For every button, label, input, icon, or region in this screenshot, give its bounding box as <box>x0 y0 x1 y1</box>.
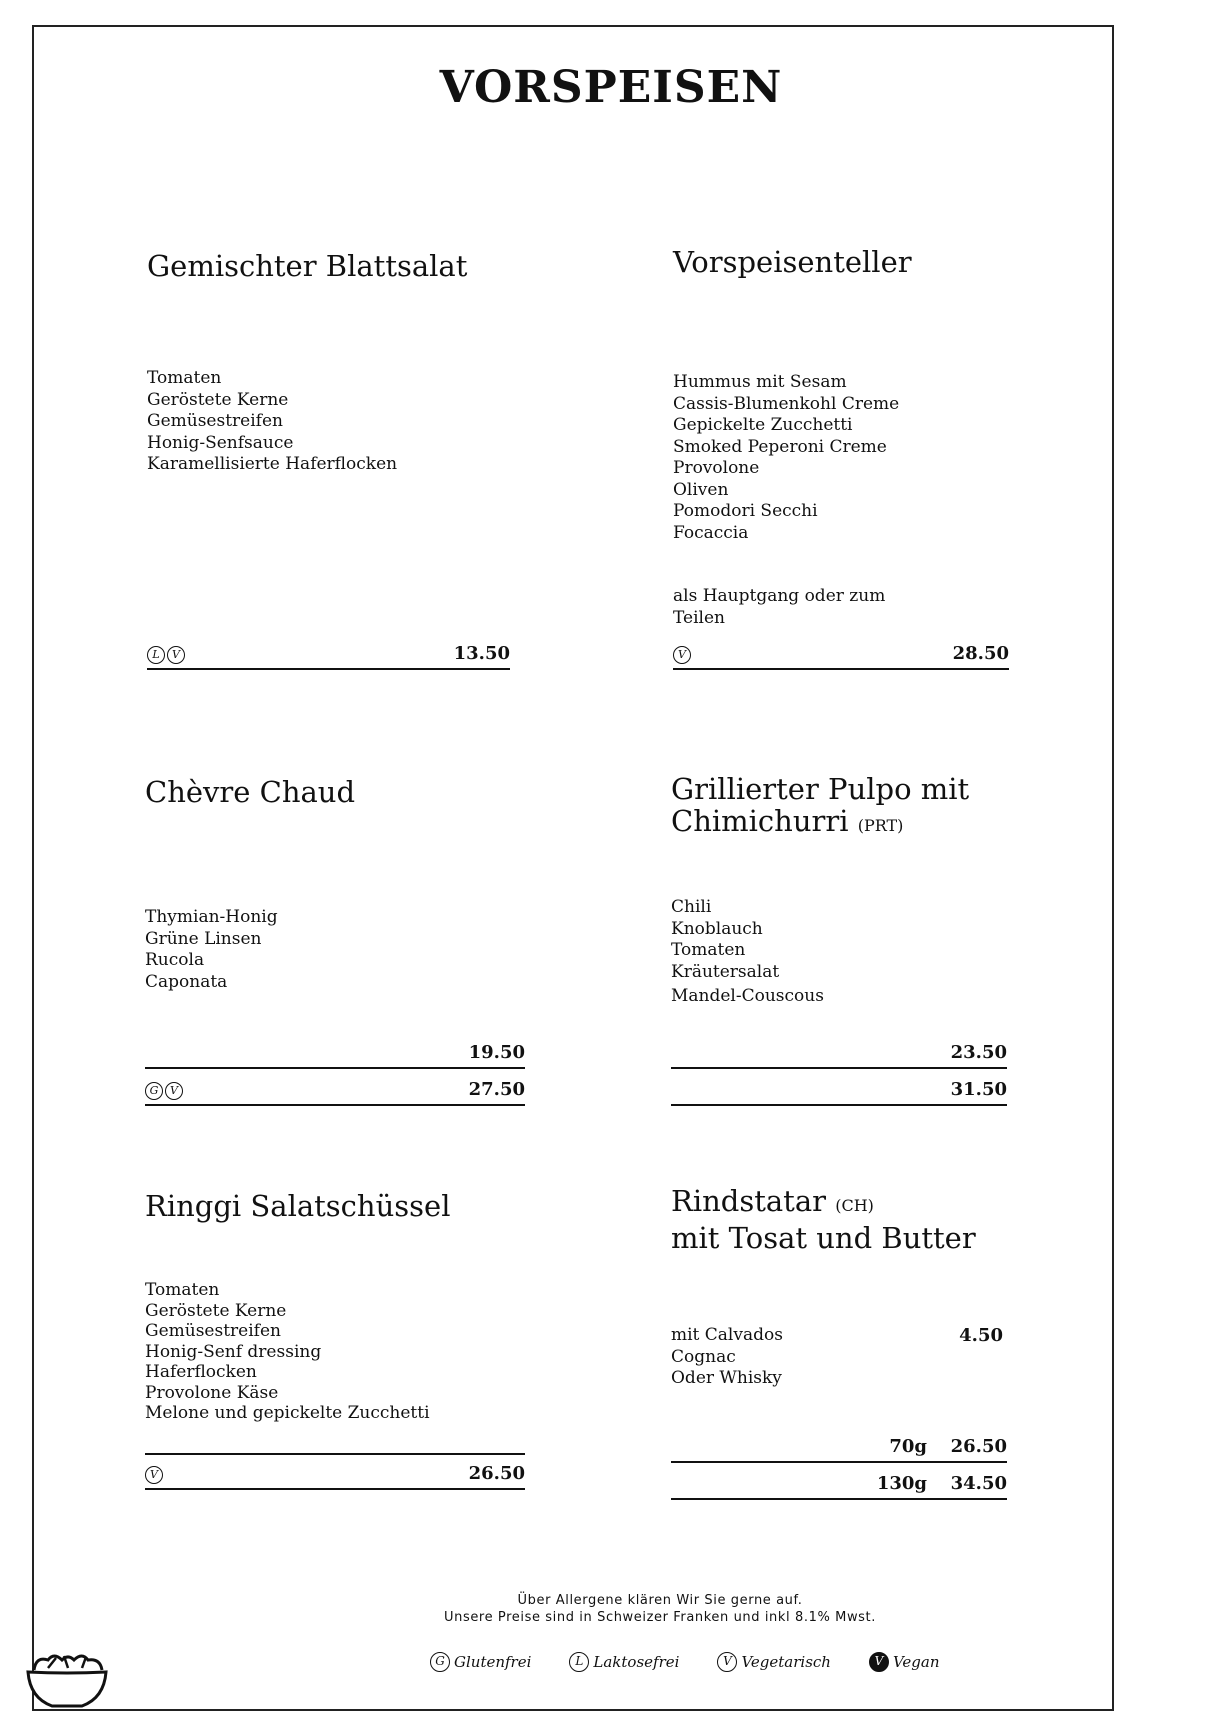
vegetarian-icon: V <box>167 646 185 664</box>
ingredient: Honig-Senf dressing <box>145 1341 322 1362</box>
gluten-free-icon: G <box>430 1652 450 1672</box>
ingredient: Gemüsestreifen <box>145 1321 281 1341</box>
price: 34.50 <box>950 1473 1007 1494</box>
note-line: als Hauptgang oder zum <box>673 586 886 606</box>
price-row-large <box>145 1078 525 1106</box>
portion-weight: 130g <box>876 1473 927 1494</box>
extras-price: 4.50 <box>959 1325 1003 1346</box>
ingredient: Provolone Käse <box>145 1382 279 1403</box>
price-note: Unsere Preise sind in Schweizer Franken und inkl 8.1% Mwst. <box>444 1610 876 1625</box>
salad-bowl-icon <box>24 1648 110 1710</box>
legend-item-vegan <box>869 1652 940 1672</box>
dish-name: Gemischter Blattsalat <box>147 249 468 283</box>
allergen-note: Über Allergene klären Wir Sie gerne auf. <box>517 1593 803 1608</box>
dish-name: Chèvre Chaud <box>145 775 356 809</box>
dish-rindstatar <box>671 1185 1007 1510</box>
footer-note <box>0 1592 1222 1626</box>
ingredient: Honig-Senfsauce <box>147 432 294 453</box>
legend-item-laktosefrei <box>569 1652 679 1672</box>
origin-label: (PRT) <box>857 816 904 835</box>
ingredient: Karamellisierte Haferflocken <box>147 454 398 474</box>
portion-weight: 70g <box>889 1436 927 1457</box>
vegetarian-icon: V <box>717 1652 737 1672</box>
legend-item-vegetarisch <box>717 1652 831 1672</box>
ingredient: Geröstete Kerne <box>147 389 289 410</box>
ingredient: Chili <box>671 897 712 917</box>
vegetarian-icon: V <box>145 1466 163 1484</box>
ingredient: Cassis-Blumenkohl Creme <box>673 393 900 414</box>
note-line: Teilen <box>673 607 725 628</box>
ingredient: Rucola <box>145 950 205 970</box>
diet-badges <box>673 646 691 664</box>
price-row-small <box>671 1041 1007 1069</box>
price: 19.50 <box>468 1042 525 1063</box>
price-row-small <box>145 1041 525 1069</box>
price: 27.50 <box>468 1079 525 1100</box>
extra-option: mit Calvados <box>671 1325 783 1345</box>
ingredient: Geröstete Kerne <box>145 1300 287 1321</box>
ingredient: Gepickelte Zucchetti <box>673 415 853 435</box>
price: 26.50 <box>468 1463 525 1484</box>
diet-legend <box>430 1652 940 1672</box>
price-row-large <box>671 1472 1007 1500</box>
lactose-free-icon: L <box>569 1652 589 1672</box>
vegetarian-icon: V <box>673 646 691 664</box>
ingredient-list <box>671 897 824 1008</box>
dish-name: Ringgi Salatschüssel <box>145 1189 451 1223</box>
price-row-small <box>671 1435 1007 1463</box>
ingredient: Pomodori Secchi <box>673 501 818 521</box>
vegetarian-icon: V <box>165 1082 183 1100</box>
price-row <box>147 642 510 670</box>
dish-name: Vorspeisenteller <box>673 245 912 279</box>
dish-vorspeisenteller <box>673 246 1009 670</box>
dish-name <box>671 773 1007 842</box>
ingredient-list <box>673 372 899 544</box>
serving-note <box>673 586 885 629</box>
ingredient: Tomaten <box>145 1280 220 1300</box>
diet-badges <box>145 1082 183 1100</box>
dish-name <box>671 1185 1007 1254</box>
vegan-icon: V <box>869 1652 889 1672</box>
dish-name-line: Grillierter Pulpo mit <box>671 772 970 806</box>
ingredient: Smoked Peperoni Creme <box>673 436 887 457</box>
dish-name-line: Chimichurri <box>671 804 849 838</box>
ingredient: Knoblauch <box>671 918 763 939</box>
price: 23.50 <box>950 1042 1007 1063</box>
gluten-free-icon: G <box>145 1082 163 1100</box>
extras-list <box>671 1325 1007 1390</box>
price: 28.50 <box>952 643 1009 664</box>
price-row <box>673 642 1009 670</box>
ingredient: Focaccia <box>673 522 749 543</box>
ingredient: Kräutersalat <box>671 961 780 982</box>
extra-option: Cognac <box>671 1346 736 1367</box>
ingredient-list <box>147 368 397 476</box>
diet-badges <box>145 1466 163 1484</box>
legend-label: Laktosefrei <box>593 1653 680 1671</box>
ingredient: Mandel-Couscous <box>671 986 824 1006</box>
ingredient: Provolone <box>673 458 760 478</box>
ingredient: Haferflocken <box>145 1362 257 1382</box>
origin-label: (CH) <box>835 1196 874 1215</box>
price-row <box>145 1453 525 1490</box>
dish-name-line: mit Tosat und Butter <box>671 1221 976 1255</box>
legend-item-glutenfrei <box>430 1652 531 1672</box>
ingredient: Thymian-Honig <box>145 907 278 927</box>
price: 31.50 <box>950 1079 1007 1100</box>
ingredient: Grüne Linsen <box>145 928 262 949</box>
extra-option: Oder Whisky <box>671 1368 782 1388</box>
legend-label: Vegan <box>892 1653 940 1671</box>
page-title: VORSPEISEN <box>439 62 783 113</box>
ingredient: Hummus mit Sesam <box>673 372 847 392</box>
price: 26.50 <box>950 1436 1007 1457</box>
dish-grillierter-pulpo <box>671 773 1007 1116</box>
legend-label: Glutenfrei <box>454 1653 532 1671</box>
legend-label: Vegetarisch <box>741 1653 831 1671</box>
dish-name-line: Rindstatar <box>671 1184 826 1218</box>
dish-ringgi-salatschuessel <box>145 1190 525 1510</box>
dish-gemischter-blattsalat <box>147 250 510 670</box>
ingredient: Caponata <box>145 971 228 992</box>
price: 13.50 <box>453 643 510 664</box>
ingredient-list <box>145 907 278 993</box>
diet-badges <box>147 646 185 664</box>
ingredient: Melone und gepickelte Zucchetti <box>145 1403 430 1423</box>
ingredient-list <box>145 1280 430 1424</box>
ingredient: Oliven <box>673 479 729 500</box>
lactose-free-icon: L <box>147 646 165 664</box>
ingredient: Gemüsestreifen <box>147 411 283 431</box>
ingredient: Tomaten <box>147 368 222 388</box>
ingredient: Tomaten <box>671 940 746 960</box>
price-row-large <box>671 1078 1007 1106</box>
dish-chevre-chaud <box>145 776 525 1116</box>
